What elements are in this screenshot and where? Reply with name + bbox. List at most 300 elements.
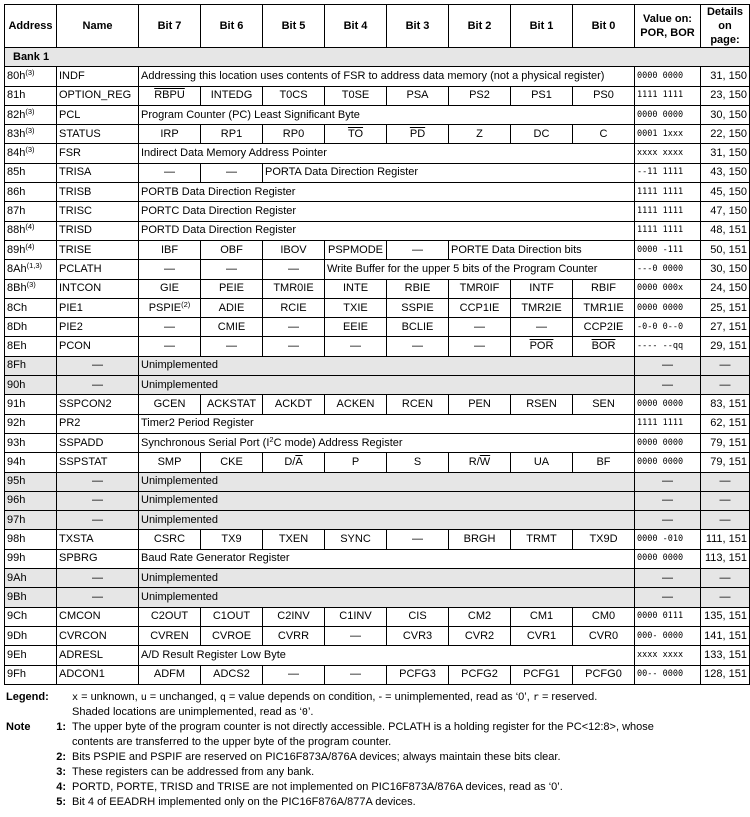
register-name: PIE2 [57,318,139,337]
bit-cell: PCFG3 [387,665,449,684]
register-name: OPTION_REG [57,86,139,105]
reset-value: 0000 0000 [635,433,701,452]
register-name: PCL [57,105,139,124]
bit-cell: SEN [573,395,635,414]
bit-cell: $\overline{BOR}$ [573,337,635,356]
bit-cell: CVR3 [387,626,449,645]
column-header: Bit 5 [263,5,325,48]
bit-cell: — [263,665,325,684]
column-header: Bit 4 [325,5,387,48]
reset-value: 1111 1111 [635,414,701,433]
bit-cell: RP1 [201,125,263,144]
reset-value: 1111 1111 [635,86,701,105]
detail-pages: 24, 150 [701,279,750,298]
register-description: Unimplemented [139,569,635,588]
register-description: Unimplemented [139,472,635,491]
register-name: SSPADD [57,433,139,452]
bit-cell: IRP [139,125,201,144]
register-address: 96h [5,491,57,510]
detail-pages: 47, 150 [701,202,750,221]
bit-cell: S [387,453,449,472]
register-address: 81h [5,86,57,105]
register-row [5,105,750,124]
register-address: 8Dh [5,318,57,337]
register-address: 8Fh [5,356,57,375]
detail-pages: 25, 151 [701,298,750,317]
bit-cell: INTEDG [201,86,263,105]
note-number: 3: [56,766,66,778]
bit-cell: $\overline{PD}$ [387,125,449,144]
bit-cell: TX9 [201,530,263,549]
bit-cell: SYNC [325,530,387,549]
note-text: These registers can be addressed from any bank. [72,766,315,778]
register-name: ADRESL [57,646,139,665]
bit-cell: — [139,318,201,337]
bit-cell: C1INV [325,607,387,626]
register-row [5,453,750,472]
bit-cell: ADCS2 [201,665,263,684]
reset-value: 1111 1111 [635,202,701,221]
bit-cell: SMP [139,453,201,472]
bit-cell: EEIE [325,318,387,337]
register-address: 87h [5,202,57,221]
detail-pages: 79, 151 [701,433,750,452]
legend-text-2: Shaded locations are unimplemented, read as ‘0’. [72,706,314,718]
register-name: FSR [57,144,139,163]
register-row [5,472,750,491]
detail-pages: 128, 151 [701,665,750,684]
note-row [6,735,732,750]
register-address: 90h [5,376,57,395]
bit-cell: ADFM [139,665,201,684]
reset-value: ---- --qq [635,337,701,356]
register-address: 8Ah$^{(1,3)}$ [5,260,57,279]
register-description: Addressing this location uses contents of FSR to address data memory (not a physical register) [139,67,635,86]
register-row [5,260,750,279]
reset-value: 0000 -111 [635,240,701,259]
bit-cell: RSEN [511,395,573,414]
bit-cell: PSPIE$^{(2)}$ [139,298,201,317]
register-description: Unimplemented [139,511,635,530]
register-table [4,4,750,685]
register-address: 99h [5,549,57,568]
note-label: Note [6,721,31,733]
bit-cell: RBPU [139,86,201,105]
register-row [5,569,750,588]
detail-pages: 45, 150 [701,183,750,202]
detail-pages: — [701,569,750,588]
reset-value: 0000 0000 [635,549,701,568]
register-description: Unimplemented [139,376,635,395]
bit-cell: CM0 [573,607,635,626]
bit-cell: INTE [325,279,387,298]
detail-pages: — [701,376,750,395]
register-name: — [57,511,139,530]
bit-cell: TRMT [511,530,573,549]
register-name: INDF [57,67,139,86]
register-row [5,414,750,433]
detail-pages: 113, 151 [701,549,750,568]
register-row [5,318,750,337]
detail-pages: 43, 150 [701,163,750,182]
reset-value: ---0 0000 [635,260,701,279]
note-row [6,765,732,780]
register-name: TXSTA [57,530,139,549]
note-number: 1: [56,721,66,733]
bit-cell: CCP1IE [449,298,511,317]
detail-pages: 62, 151 [701,414,750,433]
bit-cell: CVREN [139,626,201,645]
bit-cell: — [387,530,449,549]
register-row [5,665,750,684]
register-name: SPBRG [57,549,139,568]
register-description: PORTA Data Direction Register [263,163,635,182]
bit-cell: CCP2IE [573,318,635,337]
reset-value: xxxx xxxx [635,646,701,665]
register-address: $83h^{(3)}$ [5,125,57,144]
bit-cell: — [201,163,263,182]
bit-cell: TXEN [263,530,325,549]
legend-row-2 [6,705,732,720]
register-address: $80h^{(3)}$ [5,67,57,86]
register-row [5,144,750,163]
bank-label: Bank 1 [5,48,750,67]
column-header: Bit 1 [511,5,573,48]
bit-cell: — [263,318,325,337]
bit-cell: RBIF [573,279,635,298]
register-address: 98h [5,530,57,549]
column-header: Bit 2 [449,5,511,48]
bit-cell: CVR0 [573,626,635,645]
bit-cell: CM2 [449,607,511,626]
note-number [44,735,72,750]
legend-label: Legend: [6,691,49,703]
reset-value: 0000 0111 [635,607,701,626]
reset-value: 0000 000x [635,279,701,298]
detail-pages: — [701,472,750,491]
register-description: Timer2 Period Register [139,414,635,433]
reset-value: 0000 0000 [635,105,701,124]
register-row [5,491,750,510]
detail-pages: 135, 151 [701,607,750,626]
detail-pages: 23, 150 [701,86,750,105]
register-row [5,240,750,259]
register-address: $84h^{(3)}$ [5,144,57,163]
detail-pages: — [701,511,750,530]
bit-cell: C2OUT [139,607,201,626]
register-row [5,125,750,144]
note-text: Bits PSPIE and PSPIF are reserved on PIC16F873A/876A devices; always maintain these bits clear. [72,751,561,763]
register-address: 9Eh [5,646,57,665]
register-name: ADCON1 [57,665,139,684]
register-description: Synchronous Serial Port ($I^2C$ mode) Address Register [139,433,635,452]
detail-pages: 111, 151 [701,530,750,549]
bit-cell: — [201,337,263,356]
bit-cell: ADIE [201,298,263,317]
bit-cell: Z [449,125,511,144]
bit-cell: CVR1 [511,626,573,645]
bit-cell: TMR1IE [573,298,635,317]
register-description: Unimplemented [139,356,635,375]
reset-value: 0001 1xxx [635,125,701,144]
register-name: TRISB [57,183,139,202]
detail-pages: — [701,491,750,510]
register-description: Write Buffer for the upper 5 bits of the Program Counter [325,260,635,279]
bit-cell: BCLIE [387,318,449,337]
note-row [6,750,732,765]
reset-value: 00-- 0000 [635,665,701,684]
detail-pages: 27, 151 [701,318,750,337]
note-row [6,720,732,735]
detail-pages: 30, 150 [701,105,750,124]
bit-cell: PS2 [449,86,511,105]
register-row [5,626,750,645]
bit-cell: C1OUT [201,607,263,626]
detail-pages: 48, 151 [701,221,750,240]
reset-value: 1111 1111 [635,183,701,202]
reset-value: --11 1111 [635,163,701,182]
bit-cell: RBIE [387,279,449,298]
register-row [5,549,750,568]
note-text: PORTD, PORTE, TRISD and TRISE are not implemented on PIC16F873A/876A devices, read as ‘0’. [72,781,563,793]
register-row [5,163,750,182]
column-header: Address [5,5,57,48]
register-address: 8Bh$^{(3)}$ [5,279,57,298]
register-address: 9Dh [5,626,57,645]
register-description: A/D Result Register Low Byte [139,646,635,665]
reset-value: — [635,491,701,510]
detail-pages: 31, 150 [701,144,750,163]
register-name: — [57,356,139,375]
bit-cell: $\overline{TO}$ [325,125,387,144]
bit-cell: T0SE [325,86,387,105]
bit-cell: PS0 [573,86,635,105]
bit-cell: RP0 [263,125,325,144]
bit-cell: — [263,337,325,356]
register-name: SSPCON2 [57,395,139,414]
register-row [5,530,750,549]
reset-value: 0000 -010 [635,530,701,549]
register-address: 9Ch [5,607,57,626]
detail-pages: 31, 150 [701,67,750,86]
bit-cell: — [511,318,573,337]
register-name: INTCON [57,279,139,298]
register-row [5,356,750,375]
column-header: Bit 0 [573,5,635,48]
bit-cell: GCEN [139,395,201,414]
register-row [5,337,750,356]
bit-cell: BRGH [449,530,511,549]
register-address: 97h [5,511,57,530]
register-name: TRISD [57,221,139,240]
register-row [5,183,750,202]
reset-value: — [635,376,701,395]
register-description: PORTD Data Direction Register [139,221,635,240]
register-description: Indirect Data Memory Address Pointer [139,144,635,163]
detail-pages: 22, 150 [701,125,750,144]
bit-cell: RCEN [387,395,449,414]
bit-cell: PEN [449,395,511,414]
note-text: contents are transferred to the upper byte of the program counter. [72,736,392,748]
register-address: $89h^{(4)}$ [5,240,57,259]
register-address: 95h [5,472,57,491]
register-address: 91h [5,395,57,414]
bit-cell: T0CS [263,86,325,105]
reset-value: — [635,356,701,375]
detail-pages: 30, 150 [701,260,750,279]
bit-cell: — [325,626,387,645]
detail-pages: 79, 151 [701,453,750,472]
reset-value: 1111 1111 [635,221,701,240]
bit-cell: CVR2 [449,626,511,645]
register-row [5,279,750,298]
bit-cell: — [139,260,201,279]
register-address: 8Eh [5,337,57,356]
register-address: $88h^{(4)}$ [5,221,57,240]
column-header: Name [57,5,139,48]
register-name: PIE1 [57,298,139,317]
bit-cell: — [387,337,449,356]
register-name: STATUS [57,125,139,144]
register-description: PORTC Data Direction Register [139,202,635,221]
bit-cell: PCFG2 [449,665,511,684]
reset-value: -0-0 0--0 [635,318,701,337]
bit-cell: PEIE [201,279,263,298]
bit-cell: UA [511,453,573,472]
register-name: SSPSTAT [57,453,139,472]
detail-pages: 133, 151 [701,646,750,665]
detail-pages: 83, 151 [701,395,750,414]
register-row [5,376,750,395]
bit-cell: RCIE [263,298,325,317]
register-name: CVRCON [57,626,139,645]
note-number: 2: [56,751,66,763]
reset-value: — [635,472,701,491]
bit-cell: TMR2IE [511,298,573,317]
register-name: CMCON [57,607,139,626]
reset-value: 000- 0000 [635,626,701,645]
register-row [5,395,750,414]
bit-cell: P [325,453,387,472]
bit-cell: INTF [511,279,573,298]
register-row [5,221,750,240]
register-address: 9Bh [5,588,57,607]
register-row [5,588,750,607]
bit-cell: C2INV [263,607,325,626]
register-description: Unimplemented [139,588,635,607]
bit-cell: CVRR [263,626,325,645]
bit-cell: CKE [201,453,263,472]
register-address: 85h [5,163,57,182]
legend-text: x = unknown, u = unchanged, q = value depends on condition, - = unimplemented, read as ‘0’, r = reserved. [72,691,598,703]
column-header: Bit 7 [139,5,201,48]
bit-cell: $R/\overline{W}$ [449,453,511,472]
bit-cell: CM1 [511,607,573,626]
bit-cell: — [325,665,387,684]
bit-cell: $D/\overline{A}$ [263,453,325,472]
register-row [5,607,750,626]
reset-value: 0000 0000 [635,453,701,472]
bit-cell: — [139,337,201,356]
bit-cell: — [387,240,449,259]
bit-cell: TMR0IF [449,279,511,298]
register-row [5,298,750,317]
register-name: — [57,376,139,395]
register-name: TRISA [57,163,139,182]
register-name: TRISC [57,202,139,221]
bit-cell: OBF [201,240,263,259]
bit-cell: ACKDT [263,395,325,414]
note-row [6,795,732,810]
note-number: 4: [56,781,66,793]
reset-value: 0000 0000 [635,298,701,317]
bit-cell: — [325,337,387,356]
register-name: — [57,588,139,607]
bit-cell: PSA [387,86,449,105]
register-row [5,646,750,665]
bit-cell: — [263,260,325,279]
register-name: PCON [57,337,139,356]
register-address: 9Fh [5,665,57,684]
register-address: 9Ah [5,569,57,588]
bit-cell: — [449,318,511,337]
register-row [5,86,750,105]
reset-value: — [635,511,701,530]
reset-value: 0000 0000 [635,395,701,414]
bit-cell: TXIE [325,298,387,317]
reset-value: xxxx xxxx [635,144,701,163]
footnotes [6,690,732,810]
bit-cell: PS1 [511,86,573,105]
detail-pages: 50, 151 [701,240,750,259]
bit-cell: IBF [139,240,201,259]
reset-value: — [635,569,701,588]
register-name: PR2 [57,414,139,433]
bit-cell: — [201,260,263,279]
bit-cell: CVROE [201,626,263,645]
register-row [5,67,750,86]
register-address: 94h [5,453,57,472]
column-header: Bit 6 [201,5,263,48]
note-text: The upper byte of the program counter is not directly accessible. PCLATH is a holding register for the PC<12:8>, whose [72,721,654,733]
column-header: Value on: POR, BOR [635,5,701,48]
register-description: Baud Rate Generator Register [139,549,635,568]
register-description: Unimplemented [139,491,635,510]
bit-cell: C [573,125,635,144]
detail-pages: 141, 151 [701,626,750,645]
bit-cell: PCFG1 [511,665,573,684]
bit-cell: CMIE [201,318,263,337]
reset-value: 0000 0000 [635,67,701,86]
bit-cell: IBOV [263,240,325,259]
bit-cell: SSPIE [387,298,449,317]
detail-pages: — [701,588,750,607]
legend-row [6,690,732,705]
bank-row [5,48,750,67]
register-row [5,202,750,221]
register-description: Program Counter (PC) Least Significant Byte [139,105,635,124]
register-address: 93h [5,433,57,452]
bit-cell: TMR0IE [263,279,325,298]
detail-pages: — [701,356,750,375]
note-list [6,720,732,810]
register-name: PCLATH [57,260,139,279]
register-name: — [57,472,139,491]
bit-cell: DC [511,125,573,144]
register-row [5,511,750,530]
bit-cell: — [449,337,511,356]
register-name: — [57,569,139,588]
